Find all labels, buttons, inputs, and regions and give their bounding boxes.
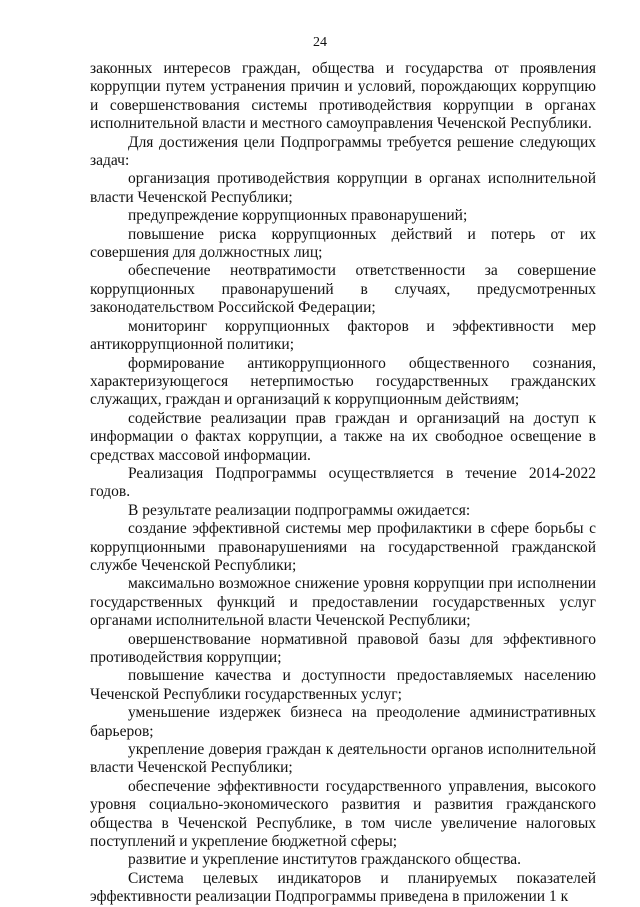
document-body bbox=[90, 60, 596, 907]
paragraph: развитие и укрепление институтов гражданского общества. bbox=[128, 851, 521, 869]
paragraph: укрепление доверия граждан к деятельности органов исполнительной власти Чеченской Республики; bbox=[90, 741, 596, 777]
paragraph: повышение риска коррупционных действий и потерь от их совершения для должностных лиц; bbox=[90, 225, 596, 262]
paragraph: максимально возможное снижение уровня коррупции при исполнении государственных функций и предоставлении государственных услуг органами исполнительной власти Чеченской Республики; bbox=[90, 575, 596, 630]
paragraph: повышение качества и доступности предоставляемых населению Чеченской Республики государственных услуг; bbox=[90, 667, 596, 703]
paragraph: уменьшение издержек бизнеса на преодоление административных барьеров; bbox=[90, 704, 596, 740]
paragraph: В результате реализации подпрограммы ожидается: bbox=[128, 501, 471, 519]
paragraph: организация противодействия коррупции в органах исполнительной власти Чеченской Республики; bbox=[90, 170, 596, 206]
paragraph: предупреждение коррупционных правонарушений; bbox=[128, 207, 468, 225]
paragraph: законных интересов граждан, общества и государства от проявления коррупции путем устранения причин и условий, порождающих коррупцию и совершенствования системы противодействия коррупции в органах исполнительной власти и местного самоуправления Чеченской Республики. bbox=[90, 60, 596, 133]
paragraph: мониторинг коррупционных факторов и эффективности мер антикоррупционной политики; bbox=[90, 317, 596, 354]
paragraph: содействие реализации прав граждан и организаций на доступ к информации о фактах коррупции, а также на их свободное освещение в средствах массовой информации. bbox=[90, 409, 596, 464]
paragraph: обеспечение неотвратимости ответственности за совершение коррупционных правонарушений в случаях, предусмотренных законодательством Российской Федерации; bbox=[90, 262, 596, 317]
paragraph: Система целевых индикаторов и планируемых показателей эффективности реализации Подпрограммы приведена в приложении 1 к bbox=[90, 869, 596, 906]
paragraph: обеспечение эффективности государственного управления, высокого уровня социально-экономического развития и развития гражданского общества в Чеченской Республике, в том числе увеличение налоговых поступлений и укрепление бюджетной сферы; bbox=[90, 777, 596, 851]
paragraph: овершенствование нормативной правовой базы для эффективного противодействия коррупции; bbox=[90, 630, 596, 666]
paragraph: создание эффективной системы мер профилактики в сфере борьбы с коррупционными правонарушениями на государственной гражданской службе Чеченской Республики; bbox=[90, 520, 596, 574]
paragraph: Реализация Подпрограммы осуществляется в течение 2014-2022 годов. bbox=[90, 464, 596, 501]
page-number: 24 bbox=[313, 35, 327, 50]
paragraph: формирование антикоррупционного общественного сознания, характеризующегося нетерпимостью государственных гражданских служащих, граждан и организаций к коррупционным действиям; bbox=[90, 354, 596, 409]
paragraph: Для достижения цели Подпрограммы требуется решение следующих задач: bbox=[90, 133, 596, 170]
